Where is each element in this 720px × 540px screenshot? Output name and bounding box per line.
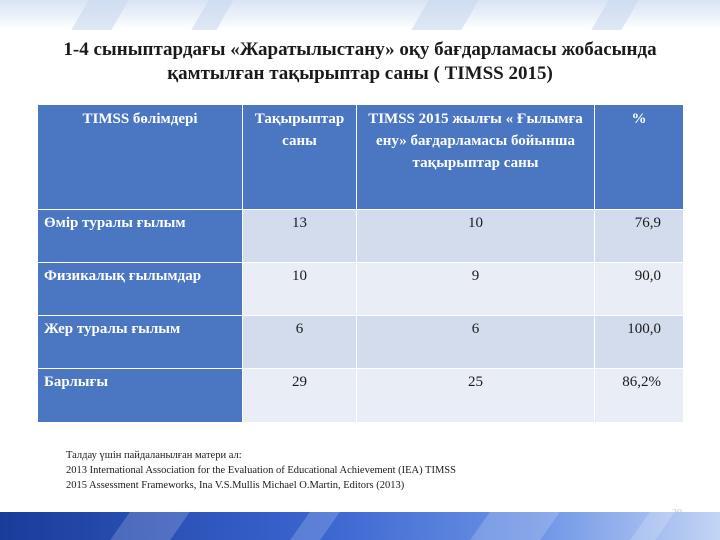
table-row — [38, 263, 684, 316]
table-row — [38, 210, 684, 263]
topics-table — [37, 104, 684, 423]
cell-topics: 10 — [243, 263, 357, 316]
header-percent: % — [595, 105, 684, 210]
cell-topics: 6 — [243, 316, 357, 369]
table-row — [38, 316, 684, 369]
title-line-2: қамтылған тақырыптар саны ( TIMSS 2015) — [167, 63, 553, 84]
cell-timss: 9 — [357, 263, 595, 316]
cell-timss: 6 — [357, 316, 595, 369]
table-row-total — [38, 369, 684, 423]
cell-topics: 29 — [243, 369, 357, 423]
bottom-decorative-band — [0, 512, 720, 540]
table-header-row — [38, 105, 684, 210]
cell-percent: 86,2% — [595, 369, 684, 423]
source-line-1: Талдау үшін пайдаланылған матери ал: — [66, 450, 242, 461]
source-note — [66, 448, 666, 493]
row-label: Барлығы — [38, 369, 243, 423]
source-line-3: 2015 Assessment Frameworks, Ina V.S.Mullis Michael O.Martin, Editors (2013) — [66, 480, 405, 491]
source-line-2: 2013 International Association for the Evaluation of Educational Achievement (IEA) TIMSS — [66, 465, 456, 476]
cell-topics: 13 — [243, 210, 357, 263]
row-label: Жер туралы ғылым — [38, 316, 243, 369]
header-timss-topics: TIMSS 2015 жылғы « Ғылымға ену» бағдарламасы бойынша тақырыптар саны — [357, 105, 595, 210]
title-line-1: 1-4 сыныптардағы «Жаратылыстану» оқу бағдарламасы жобасында — [63, 39, 657, 60]
cell-percent: 100,0 — [595, 316, 684, 369]
cell-percent: 76,9 — [595, 210, 684, 263]
cell-timss: 25 — [357, 369, 595, 423]
header-topics-count: Тақырыптар саны — [243, 105, 357, 210]
row-label: Физикалық ғылымдар — [38, 263, 243, 316]
row-label: Өмір туралы ғылым — [38, 210, 243, 263]
header-timss-sections: TIMSS бөлімдері — [38, 105, 243, 210]
cell-timss: 10 — [357, 210, 595, 263]
slide-title — [30, 38, 690, 86]
top-decorative-band — [0, 0, 720, 30]
cell-percent: 90,0 — [595, 263, 684, 316]
